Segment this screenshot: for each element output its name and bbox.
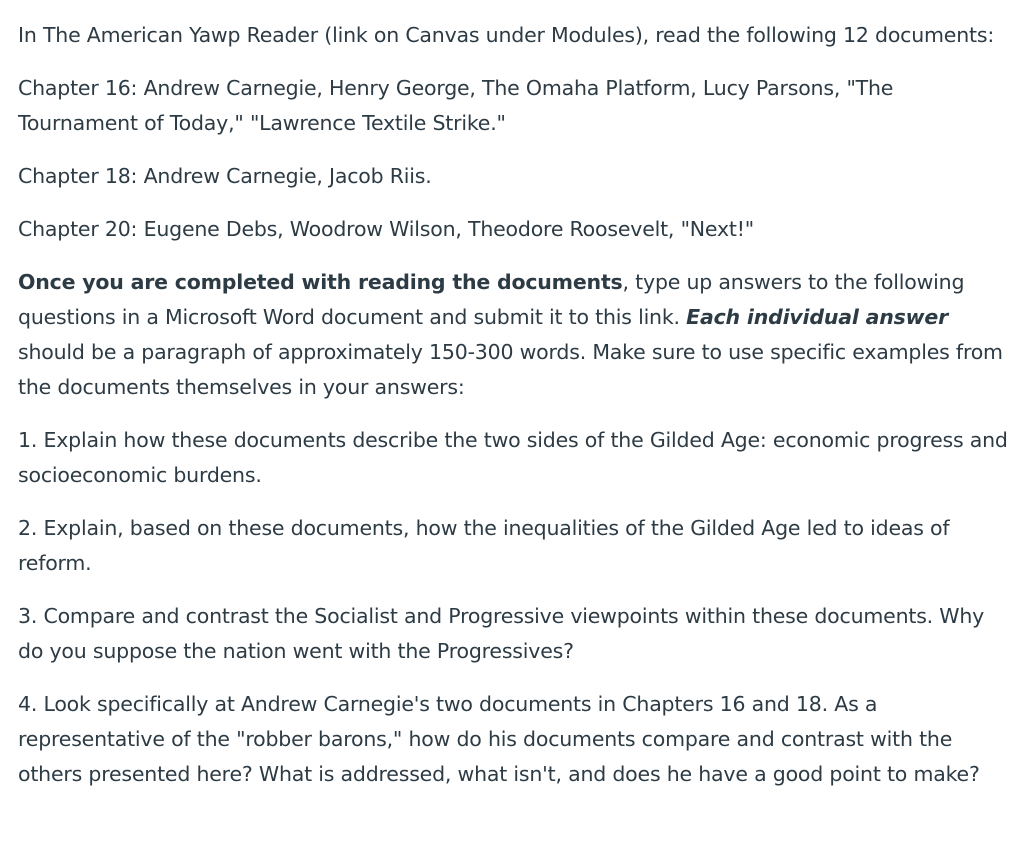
question-2: 2. Explain, based on these documents, how the inequalities of the Gilded Age led to ideas of reform. [18,516,950,575]
assignment-body [18,18,1010,810]
instructions-text-1: , type up answers to the following questions in a Microsoft Word document and submit it to this link. [18,270,965,329]
instructions-bold-lead: Once you are completed with reading the documents [18,270,623,294]
chapter-16-documents: Chapter 16: Andrew Carnegie, Henry George, The Omaha Platform, Lucy Parsons, "The Tournament of Today," "Lawrence Textile Strike." [18,76,894,135]
question-3: 3. Compare and contrast the Socialist and Progressive viewpoints within these documents. Why do you suppose the nation went with the Progressives? [18,604,985,663]
question-1: 1. Explain how these documents describe the two sides of the Gilded Age: economic progress and socioeconomic burdens. [18,428,1008,487]
chapter-18-documents: Chapter 18: Andrew Carnegie, Jacob Riis. [18,164,432,188]
instructions-emphasis: Each individual answer [686,305,949,329]
intro-paragraph: In The American Yawp Reader (link on Canvas under Modules), read the following 12 documents: [18,23,995,47]
instructions-paragraph [18,265,1010,405]
instructions-text-2: should be a paragraph of approximately 150-300 words. Make sure to use specific examples from the documents themselves in your answers: [18,340,1003,399]
question-4: 4. Look specifically at Andrew Carnegie's two documents in Chapters 16 and 18. As a representative of the "robber barons," how do his documents compare and contrast with the others presented here? What is addressed, what isn't, and does he have a good point to make? [18,692,980,786]
chapter-20-documents: Chapter 20: Eugene Debs, Woodrow Wilson, Theodore Roosevelt, "Next!" [18,217,755,241]
